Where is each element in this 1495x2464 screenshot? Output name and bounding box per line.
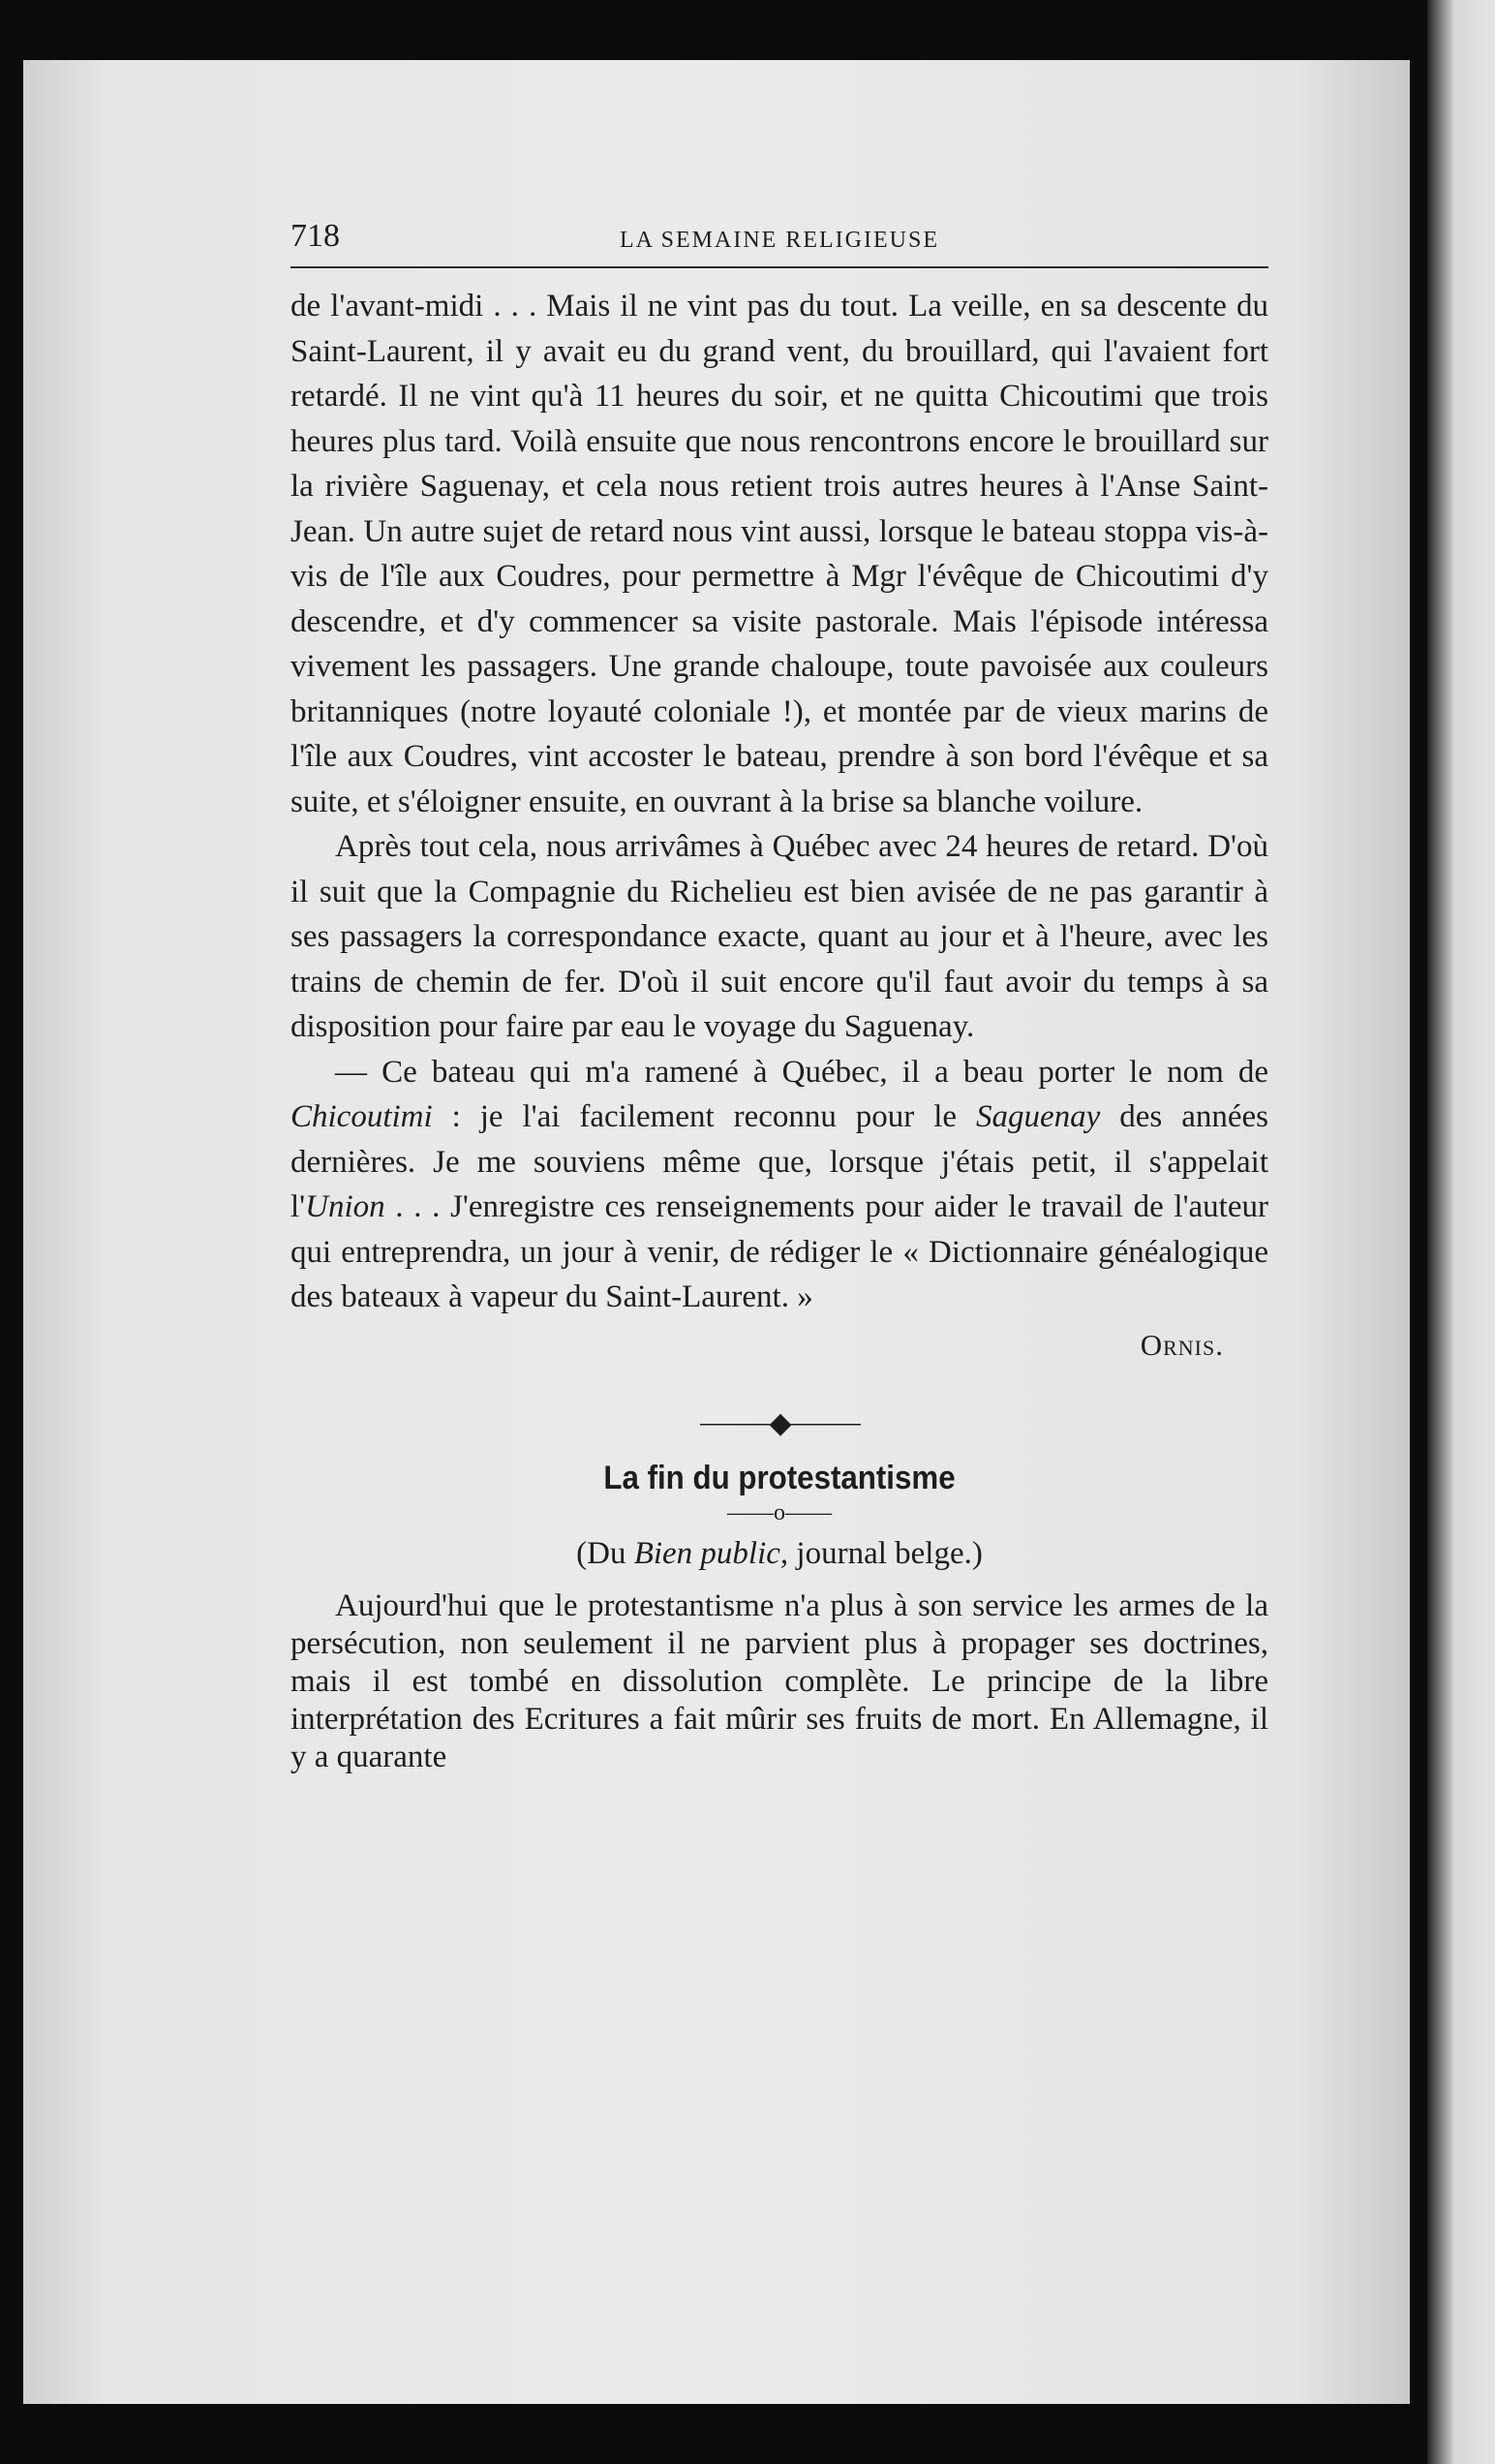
article-body bbox=[290, 1587, 1268, 1776]
facing-page-edge bbox=[1427, 0, 1495, 2464]
page-header bbox=[290, 218, 1268, 268]
body-text bbox=[290, 284, 1268, 1320]
section-ornament: ⸻◆⸻ bbox=[698, 1406, 861, 1439]
article-title: La fin du protestantisme bbox=[603, 1459, 956, 1496]
text-run: journal belge.) bbox=[788, 1535, 983, 1571]
article-paragraph-text: Aujourd'hui que le protestantisme n'a plus à son service les armes de la persécution, non seulement il ne parvient plus à propager ses doctrines, mais il est tombé en dissolution complète. Le principe de la libre interprétation des Ecritures a fait mûrir ses fruits de mort. En Allemagne, il y a quarante bbox=[290, 1587, 1268, 1774]
author-signature: Ornis. bbox=[1140, 1327, 1224, 1362]
text-run: de l'avant-midi . . . Mais il ne vint pas du tout. La veille, en sa descente du Saint-Laurent, il y avait eu du grand vent, du brouillard, qui l'avaient fort retardé. Il ne vint qu'à 11 heures du soir, et ne quitta Chicoutimi que trois heures plus tard. Voilà ensuite que nous rencontrons encore le brouillard sur la rivière Saguenay, et cela nous retient trois autres heures à l'Anse Saint-Jean. Un autre sujet de retard nous vint aussi, lorsque le bateau stoppa vis-à-vis de l'île aux Coudres, pour permettre à Mgr l'évêque de Chicoutimi d'y descendre, et d'y commencer sa visite pastorale. Mais l'épisode intéressa vivement les passagers. Une grande chaloupe, toute pavoisée aux couleurs britanniques (notre loyauté coloniale !), et montée par de vieux marins de l'île aux Coudres, vint accoster le bateau, prendre à son bord l'évêque et sa suite, et s'éloigner ensuite, en ouvrant à la brise sa blanche voilure. bbox=[290, 289, 1268, 819]
text-run: Après tout cela, nous arrivâmes à Québec avec 24 heures de retard. D'où il suit que la Compagnie du Richelieu est bien avisée de ne pas garantir à ses passagers la correspondance exacte, quant au jour et à l'heure, avec les trains de chemin de fer. D'où il suit encore qu'il faut avoir du temps à sa disposition pour faire par eau le voyage du Saguenay. bbox=[290, 829, 1268, 1044]
italic-text: Union bbox=[305, 1189, 385, 1224]
text-run: — Ce bateau qui m'a ramené à Québec, il a beau porter le nom de bbox=[335, 1054, 1268, 1090]
italic-text: Bien public, bbox=[633, 1535, 789, 1571]
text-run: des années dernières. Je me souviens même que, lorsque j'étais petit, il s'appelait l' bbox=[290, 1099, 1268, 1224]
paragraph-2 bbox=[290, 824, 1268, 1050]
page-content bbox=[290, 218, 1268, 1776]
paragraph-3 bbox=[290, 1050, 1268, 1320]
running-title: LA SEMAINE RELIGIEUSE bbox=[620, 228, 939, 253]
title-rule: ——o—— bbox=[727, 1499, 832, 1525]
text-run: . . . J'enregistre ces renseignements pour aider le travail de l'auteur qui entreprendra, un jour à venir, de rédiger le « Dictionnaire généalogique des bateaux à vapeur du Saint-Laurent. » bbox=[290, 1189, 1268, 1314]
text-run: (Du bbox=[576, 1535, 634, 1571]
article-paragraph bbox=[290, 1587, 1268, 1776]
italic-text: Chicoutimi bbox=[290, 1099, 433, 1134]
paragraph-1 bbox=[290, 284, 1268, 824]
text-run: : je l'ai facilement reconnu pour le bbox=[432, 1099, 977, 1134]
italic-text: Saguenay bbox=[976, 1099, 1101, 1134]
article-source bbox=[290, 1536, 1268, 1572]
page-number: 718 bbox=[290, 218, 340, 254]
